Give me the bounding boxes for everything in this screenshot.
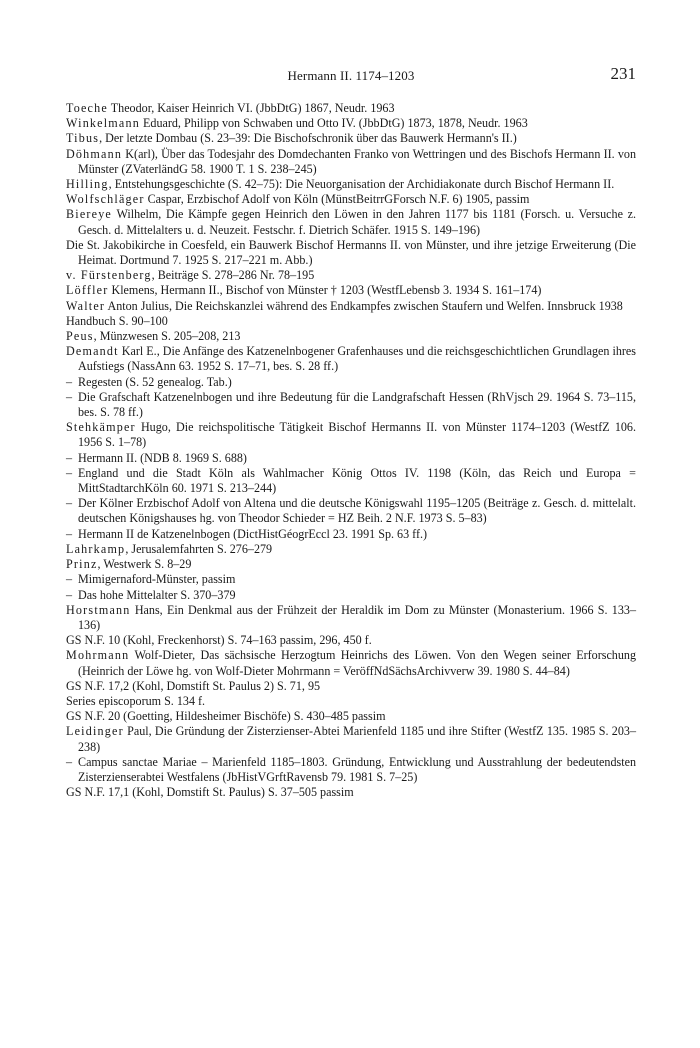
entry-text: , Der letzte Dombau (S. 23–39: Die Bischofschronik über das Bauwerk Hermann's II.)	[99, 131, 517, 146]
bibliography-entry	[66, 527, 636, 542]
page-number: 231	[610, 64, 636, 83]
entry-text: Campus sanctae Mariae – Marienfeld 1185–1803. Gründung, Entwicklung und Ausstrahlung der bedeutendsten Zisterzienserabtei Westfalens (JbHistVGrftRavensb 79. 1981 S. 7–25)	[78, 754, 636, 784]
bibliography-entry	[66, 314, 636, 329]
entry-text: K(arl), Über das Todesjahr des Domdechanten Franko von Wettringen und des Bischofs Hermann II. von Münster (ZVaterländG 58. 1900 T. 1 S. 238–245)	[78, 146, 636, 176]
entry-author: Löffler	[66, 283, 109, 298]
continuation-dash: –	[66, 374, 73, 389]
bibliography-entry	[66, 648, 636, 678]
bibliography-entry	[66, 101, 636, 116]
bibliography-entry	[66, 177, 636, 192]
bibliography-entry	[66, 542, 636, 557]
bibliography-entry	[66, 466, 636, 496]
bibliography-entry	[66, 557, 636, 572]
entry-text: Theodor, Kaiser Heinrich VI. (JbbDtG) 1867, Neudr. 1963	[107, 101, 395, 115]
entry-text: Hermann II. (NDB 8. 1969 S. 688)	[78, 450, 247, 465]
entry-text: , Jerusalemfahrten S. 276–279	[125, 541, 273, 556]
entry-text: Hugo, Die reichspolitische Tätigkeit Bischof Hermanns II. von Münster 1174–1203 (WestfZ 106. 1956 S. 1–78)	[78, 420, 636, 450]
entry-author: Mohrmann	[66, 648, 130, 663]
bibliography-entry	[66, 268, 636, 283]
entry-text: Wilhelm, Die Kämpfe gegen Heinrich den Löwen in den Jahren 1177 bis 1181 (Forsch. u. Versuche z. Gesch. d. Mittelalters u. d. Neuzeit. Festschr. f. Dietrich Schäfer. 1915 S. 149–196)	[78, 207, 636, 237]
entry-text: Eduard, Philipp von Schwaben und Otto IV. (JbbDtG) 1873, 1878, Neudr. 1963	[139, 116, 528, 131]
entry-text: GS N.F. 10 (Kohl, Freckenhorst) S. 74–163 passim, 296, 450 f.	[66, 633, 372, 648]
entry-author: Walter	[66, 298, 106, 313]
entry-text: GS N.F. 17,2 (Kohl, Domstift St. Paulus 2) S. 71, 95	[66, 678, 321, 693]
bibliography-entry	[66, 588, 636, 603]
entry-text: Mimigernaford-Münster, passim	[78, 572, 236, 587]
continuation-dash: –	[66, 526, 73, 541]
continuation-dash: –	[66, 754, 73, 769]
entry-author: Wolfschläger	[66, 192, 145, 207]
entry-author: Peus	[66, 329, 94, 344]
bibliography-list	[66, 101, 636, 800]
entry-author: Biereye	[66, 207, 113, 222]
bibliography-entry	[66, 785, 636, 800]
entry-author: Tibus	[66, 131, 100, 146]
bibliography-entry	[66, 147, 636, 177]
entry-text: Paul, Die Gründung der Zisterzienser-Abtei Marienfeld 1185 und ihre Stifter (WestfZ 135. 1985 S. 203–238)	[78, 724, 636, 754]
entry-author: Winkelmann	[66, 116, 140, 131]
entry-text: Regesten (S. 52 genealog. Tab.)	[78, 374, 232, 389]
continuation-dash: –	[66, 389, 73, 404]
entry-author: v. Fürstenberg	[66, 268, 152, 283]
entry-text: , Münzwesen S. 205–208, 213	[93, 329, 241, 344]
entry-author: Demandt	[66, 344, 119, 359]
bibliography-entry	[66, 131, 636, 146]
bibliography-entry	[66, 496, 636, 526]
continuation-dash: –	[66, 572, 73, 587]
bibliography-entry	[66, 451, 636, 466]
entry-text: GS N.F. 20 (Goetting, Hildesheimer Bischöfe) S. 430–485 passim	[66, 709, 386, 724]
bibliography-entry	[66, 390, 636, 420]
bibliography-entry	[66, 572, 636, 587]
bibliography-entry	[66, 603, 636, 633]
bibliography-entry	[66, 299, 636, 314]
entry-text: Karl E., Die Anfänge des Katzenelnbogener Grafenhauses und die reichsgeschichtlichen Grundlagen ihres Aufstiegs (NassAnn 63. 1952 S. 17–71, bes. S. 28 ff.)	[78, 344, 636, 374]
bibliography-entry	[66, 724, 636, 754]
bibliography-entry	[66, 375, 636, 390]
entry-text: England und die Stadt Köln als Wahlmacher König Ottos IV. 1198 (Köln, das Reich und Europa = MittStadtarchKöln 60. 1971 S. 213–244)	[78, 465, 636, 496]
page-header	[66, 64, 636, 86]
bibliography-entry	[66, 329, 636, 344]
running-head: Hermann II. 1174–1203	[287, 68, 415, 83]
continuation-dash: –	[66, 496, 73, 511]
entry-author: Hilling	[66, 177, 109, 192]
entry-author: Stehkämper	[66, 420, 136, 435]
bibliography-entry	[66, 420, 636, 450]
entry-text: , Westwerk S. 8–29	[97, 557, 192, 572]
bibliography-entry	[66, 709, 636, 724]
entry-text: Die St. Jakobikirche in Coesfeld, ein Bauwerk Bischof Hermanns II. von Münster, und ihre jetzige Erweiterung (Die Heimat. Dortmund 7. 1925 S. 217–221 m. Abb.)	[66, 237, 636, 268]
entry-text: Hermann II de Katzenelnbogen (DictHistGéogrEccl 23. 1991 Sp. 63 ff.)	[78, 526, 428, 541]
entry-author: Horstmann	[66, 602, 131, 617]
entry-text: Wolf-Dieter, Das sächsische Herzogtum Heinrichs des Löwen. Von den Wegen seiner Erforschung (Heinrich der Löwe hg. von Wolf-Dieter Mohrmann = VeröffNdSächsArchivverw 39. 1980 S. 44–84)	[78, 648, 636, 678]
entry-text: Der Kölner Erzbischof Adolf von Altena und die deutsche Königswahl 1195–1205 (Beiträge z. Gesch. d. mittelalt. deutschen Königshauses hg. von Theodor Schieder = HZ Beih. 2 N.F. 1973 S. 5–83)	[78, 496, 636, 526]
continuation-dash: –	[66, 465, 73, 480]
bibliography-entry	[66, 694, 636, 709]
bibliography-entry	[66, 755, 636, 785]
entry-author: Döhmann	[66, 146, 123, 161]
entry-text: Handbuch S. 90–100	[66, 313, 168, 328]
entry-author: Toeche	[66, 101, 108, 115]
entry-text: Anton Julius, Die Reichskanzlei während des Endkampfes zwischen Staufern und Welfen. Innsbruck 1938	[105, 298, 623, 313]
entry-text: Series episcoporum S. 134 f.	[66, 693, 206, 708]
continuation-dash: –	[66, 450, 73, 465]
bibliography-entry	[66, 344, 636, 374]
entry-text: Klemens, Hermann II., Bischof von Münster † 1203 (WestfLebensb 3. 1934 S. 161–174)	[108, 283, 542, 298]
bibliography-entry	[66, 679, 636, 694]
bibliography-entry	[66, 116, 636, 131]
entry-author: Prinz	[66, 557, 98, 572]
bibliography-entry	[66, 207, 636, 237]
entry-author: Lahrkamp	[66, 541, 126, 556]
entry-text: Das hohe Mittelalter S. 370–379	[78, 587, 236, 602]
entry-text: , Entstehungsgeschichte (S. 42–75): Die Neuorganisation der Archidiakonate durch Bischof Hermann II.	[108, 177, 615, 192]
bibliography-entry	[66, 633, 636, 648]
entry-text: Caspar, Erzbischof Adolf von Köln (MünstBeitrrGForsch N.F. 6) 1905, passim	[144, 192, 530, 207]
bibliography-entry	[66, 283, 636, 298]
entry-text: Hans, Ein Denkmal aus der Frühzeit der Heraldik im Dom zu Münster (Monasterium. 1966 S. 133–136)	[78, 602, 636, 632]
continuation-dash: –	[66, 587, 73, 602]
bibliography-entry	[66, 192, 636, 207]
entry-text: , Beiträge S. 278–286 Nr. 78–195	[151, 268, 315, 283]
entry-author: Leidinger	[66, 724, 124, 739]
entry-text: Die Grafschaft Katzenelnbogen und ihre Bedeutung für die Landgrafschaft Hessen (RhVjsch 29. 1964 S. 73–115, bes. S. 78 ff.)	[78, 389, 636, 420]
entry-text: GS N.F. 17,1 (Kohl, Domstift St. Paulus) S. 37–505 passim	[66, 785, 354, 800]
bibliography-entry	[66, 238, 636, 268]
